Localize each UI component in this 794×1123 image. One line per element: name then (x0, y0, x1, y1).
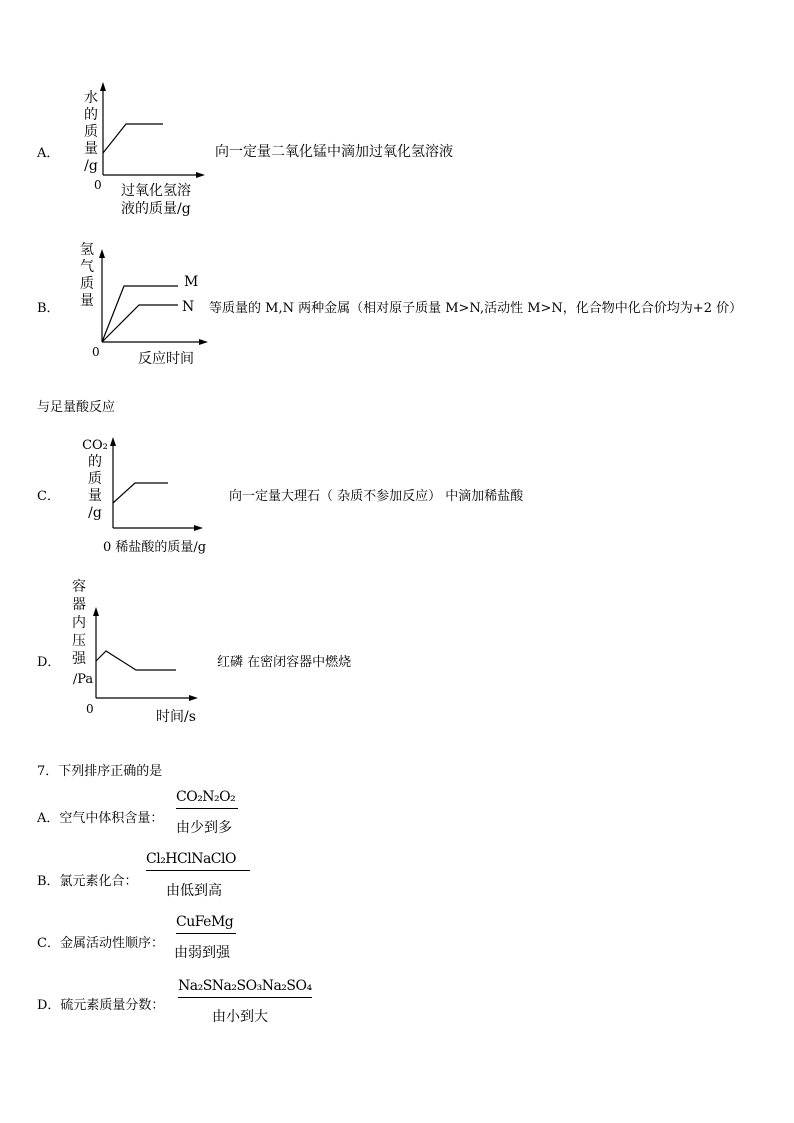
order-direction: 由少到多 (176, 820, 232, 836)
order-direction: 由弱到强 (174, 945, 230, 961)
option-label: B．氯元素化合： (37, 874, 138, 889)
option-description: 向一定量二氧化锰中滴加过氧化氢溶液 (215, 144, 453, 160)
y-label-char: 器 (72, 597, 86, 613)
option-letter: A． (37, 146, 60, 161)
order-sequence: CuFeMg (176, 914, 234, 930)
series-label-m: M (184, 274, 199, 290)
x-axis-arrow (199, 339, 208, 345)
option-description-continuation: 与足量酸反应 (37, 400, 116, 415)
order-arrow-line (178, 997, 312, 998)
curve-n (102, 305, 178, 342)
order-arrow-line (146, 870, 250, 871)
order-arrow-line (176, 808, 238, 809)
y-label-char: 质 (88, 471, 102, 487)
y-label-char: 容 (72, 579, 86, 595)
x-label: 时间/s (156, 709, 196, 725)
option-description: 红磷 在密闭容器中燃烧 (217, 655, 352, 670)
y-axis-arrow (99, 249, 105, 258)
order-sequence: Cl₂HClNaClO (146, 851, 236, 867)
origin-label: 0 (92, 345, 100, 359)
y-label-char: CO₂ (82, 438, 108, 453)
question-stem: 7．下列排序正确的是 (37, 764, 163, 779)
x-axis-arrow (194, 525, 203, 531)
option-label: A．空气中体积含量： (37, 811, 164, 826)
x-axis-arrow (189, 695, 198, 701)
y-label-char: 水 (84, 90, 98, 106)
y-label-char: 质 (80, 276, 94, 292)
curve (103, 124, 163, 153)
series-label-n: N (182, 299, 195, 315)
x-label-line1: 过氧化氢溶 (121, 183, 191, 199)
y-label-char: 质 (84, 124, 98, 140)
y-label-char: 量 (88, 488, 102, 504)
order-arrow-line (176, 933, 236, 934)
y-label-char: 强 (72, 651, 86, 667)
option-label: D．硫元素质量分数： (37, 998, 165, 1013)
y-label-char: 的 (84, 107, 98, 123)
option-letter: D． (37, 655, 61, 670)
y-label-char: 量 (84, 141, 98, 157)
order-direction: 由小到大 (212, 1009, 268, 1025)
order-direction: 由低到高 (166, 883, 222, 899)
y-label-char: 压 (72, 633, 86, 649)
x-label: 0 稀盐酸的质量/g (103, 540, 207, 555)
origin-label: 0 (86, 702, 94, 716)
option-letter: C． (37, 489, 60, 504)
y-label-char: 的 (88, 454, 102, 470)
x-label-line2: 液的质量/g (121, 201, 191, 217)
y-label-char: 氢 (80, 242, 94, 258)
origin-label: 0 (94, 178, 102, 192)
y-label-char: 量 (80, 293, 94, 309)
option-label: C．金属活动性顺序： (37, 936, 164, 951)
y-label-char: /g (84, 158, 98, 174)
curve-m (102, 286, 178, 342)
y-axis-arrow (93, 607, 99, 616)
y-label-char: /Pa (72, 672, 94, 687)
option-description: 向一定量大理石（ 杂质不参加反应） 中滴加稀盐酸 (229, 489, 524, 504)
option-description: 等质量的 M,N 两种金属（相对原子质量 M>N,活动性 M>N，化合物中化合价均为+2 价） (209, 301, 743, 316)
y-label-char: 气 (80, 259, 94, 275)
curve (96, 651, 176, 670)
x-axis-arrow (196, 172, 205, 178)
x-label: 反应时间 (138, 351, 194, 367)
chart-d-graph (0, 0, 120, 120)
y-label-char: 内 (72, 615, 86, 631)
order-sequence: Na₂SNa₂SO₃Na₂SO₄ (178, 978, 312, 994)
y-label-char: /g (88, 505, 102, 521)
curve (113, 483, 168, 503)
option-letter: B． (37, 301, 60, 316)
y-axis-arrow (110, 437, 116, 446)
order-sequence: CO₂N₂O₂ (176, 789, 236, 805)
